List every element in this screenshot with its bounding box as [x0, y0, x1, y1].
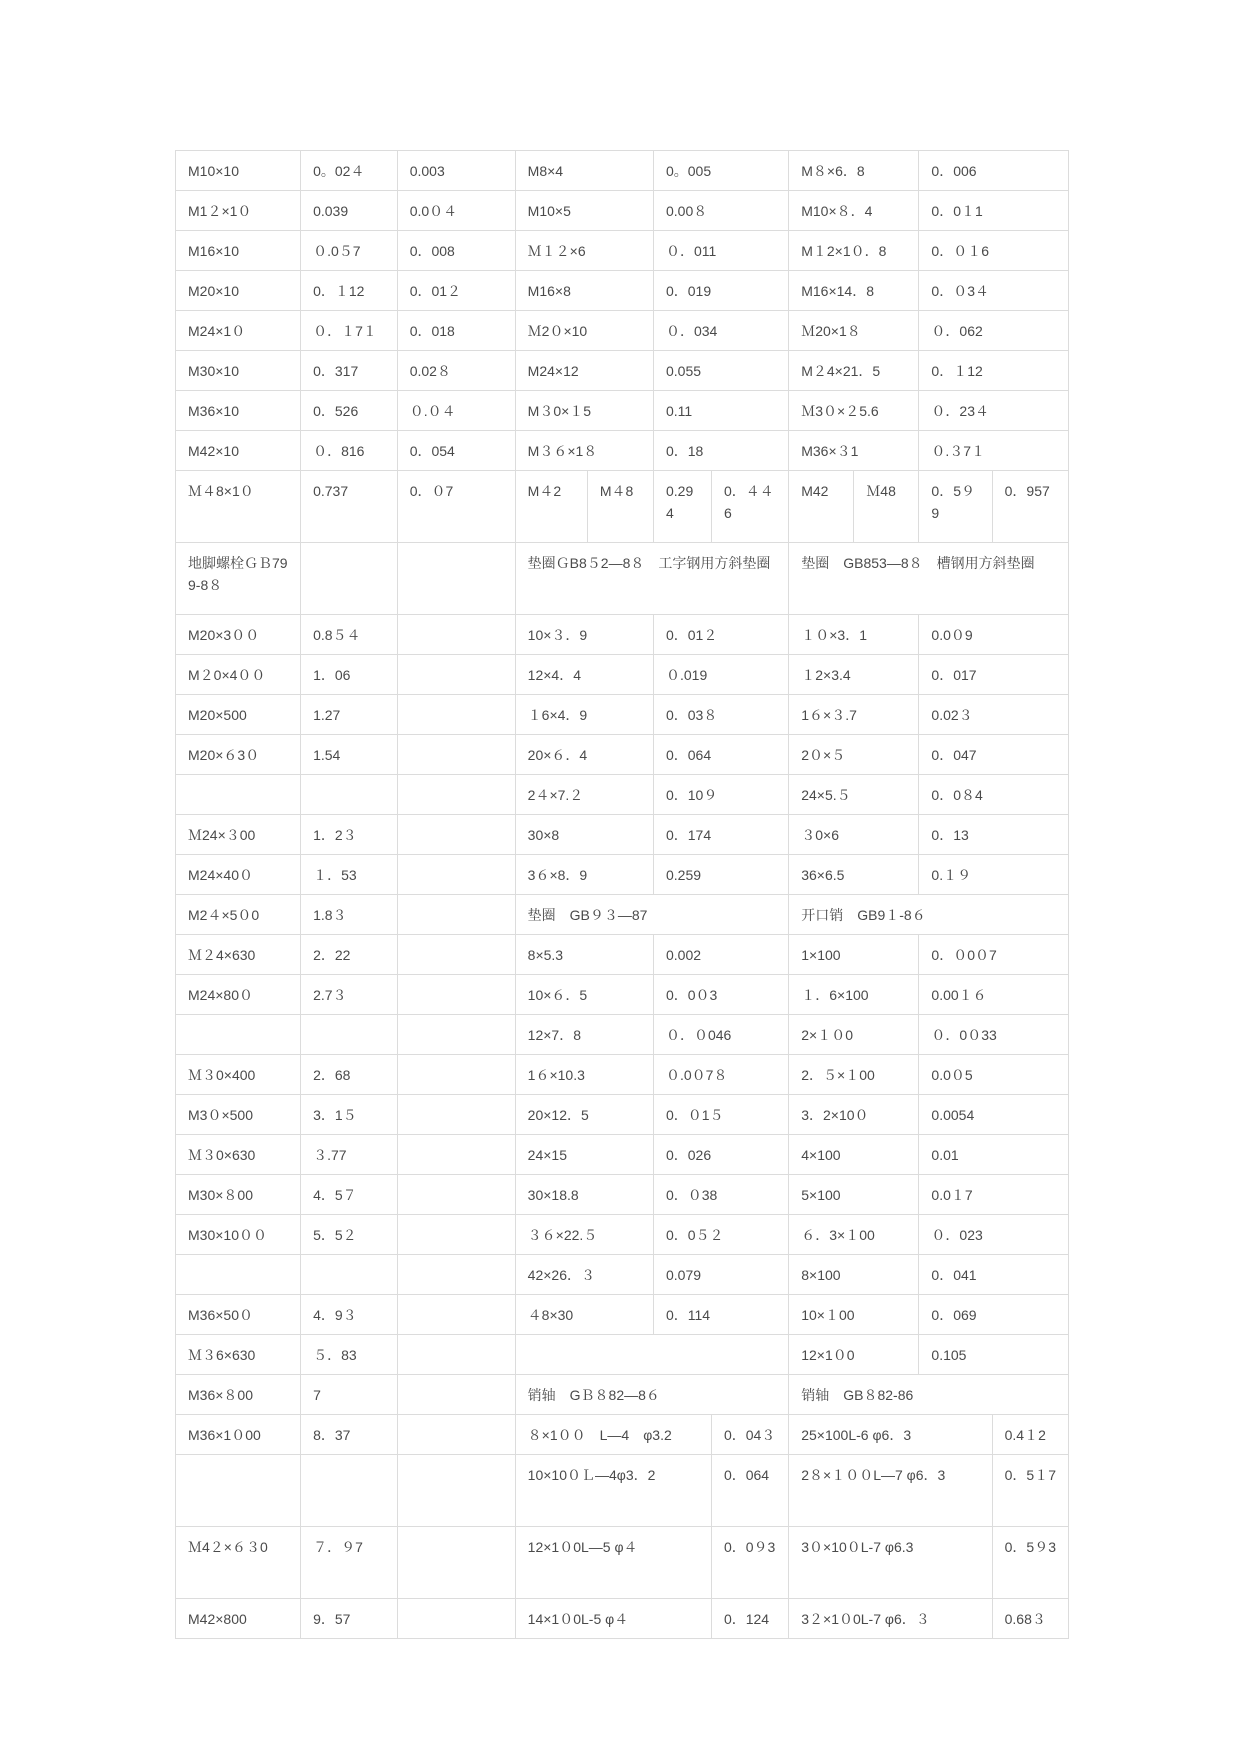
table-cell: M8×4 — [515, 151, 653, 191]
table-cell: 1×100 — [789, 935, 919, 975]
section-header-cell: 垫圈 GB９３—87 — [515, 895, 789, 935]
table-cell: １０×3．1 — [789, 615, 919, 655]
table-cell: 0.039 — [301, 191, 398, 231]
table-cell: 0．041 — [919, 1255, 1069, 1295]
table-cell: ０.0５7 — [301, 231, 398, 271]
table-row — [176, 1215, 1069, 1255]
table-cell: 0.003 — [397, 151, 515, 191]
table-cell: 0.0054 — [919, 1095, 1069, 1135]
table-row — [176, 895, 1069, 935]
table-cell — [397, 1095, 515, 1135]
table-cell: ０.0０7８ — [653, 1055, 788, 1095]
table-cell: 2０×５ — [789, 735, 919, 775]
table-cell — [397, 655, 515, 695]
table-cell: 0．957 — [992, 471, 1068, 543]
table-row — [176, 855, 1069, 895]
table-cell: 0．069 — [919, 1295, 1069, 1335]
table-cell: 0．１12 — [919, 351, 1069, 391]
table-cell: 0．0８4 — [919, 775, 1069, 815]
table-cell: ０．062 — [919, 311, 1069, 351]
table-cell: 12×4．4 — [515, 655, 653, 695]
table-cell: Ｍ４8×1０ — [176, 471, 301, 543]
table-cell: 0。02４ — [301, 151, 398, 191]
table-cell: 0．０1５ — [653, 1095, 788, 1135]
table-cell — [397, 935, 515, 975]
table-cell — [397, 543, 515, 615]
table-cell: １6×4．9 — [515, 695, 653, 735]
table-cell: Ｍ20×1８ — [789, 311, 919, 351]
table-cell: 1６×10.3 — [515, 1055, 653, 1095]
table-cell: 0．5９3 — [992, 1527, 1068, 1599]
table-row — [176, 815, 1069, 855]
table-cell: 30×18.8 — [515, 1175, 653, 1215]
table-cell: 0．０7 — [397, 471, 515, 543]
table-cell: M16×10 — [176, 231, 301, 271]
table-cell — [301, 543, 398, 615]
table-cell: ０.019 — [653, 655, 788, 695]
table-cell: 0.002 — [653, 935, 788, 975]
table-cell: ４8×30 — [515, 1295, 653, 1335]
table-cell: M36×1０00 — [176, 1415, 301, 1455]
table-cell: 0．124 — [711, 1599, 788, 1639]
table-cell: 10×３．9 — [515, 615, 653, 655]
table-cell: 12×7．8 — [515, 1015, 653, 1055]
table-cell: 1６×３.7 — [789, 695, 919, 735]
table-cell: 0．10９ — [653, 775, 788, 815]
table-cell: ７．９7 — [301, 1527, 398, 1599]
table-cell: 0.11 — [653, 391, 788, 431]
table-cell — [397, 1255, 515, 1295]
table-row — [176, 543, 1069, 615]
table-cell — [301, 1015, 398, 1055]
table-cell: ３.77 — [301, 1135, 398, 1175]
section-header-cell: 垫圈 GB853—8８ 槽钢用方斜垫圈 — [789, 543, 1069, 615]
table-cell: 0．０38 — [653, 1175, 788, 1215]
table-cell: 0.105 — [919, 1335, 1069, 1375]
table-cell: 0.02８ — [397, 351, 515, 391]
table-cell: 1.8３ — [301, 895, 398, 935]
table-cell: 0．019 — [653, 271, 788, 311]
table-cell: 0．064 — [711, 1455, 788, 1527]
table-cell — [397, 895, 515, 935]
table-cell: 0.0０４ — [397, 191, 515, 231]
table-cell — [397, 1295, 515, 1335]
table-cell — [176, 775, 301, 815]
table-cell: ０．011 — [653, 231, 788, 271]
table-cell: 0．017 — [919, 655, 1069, 695]
table-row — [176, 1015, 1069, 1055]
table-cell: ０．816 — [301, 431, 398, 471]
table-cell: 1.27 — [301, 695, 398, 735]
table-cell: 7 — [301, 1375, 398, 1415]
section-header-cell: 地脚螺栓ＧＢ799-8８ — [176, 543, 301, 615]
table-cell: M１2×1０．8 — [789, 231, 919, 271]
table-cell: 0．047 — [919, 735, 1069, 775]
table-cell — [176, 1255, 301, 1295]
table-cell: 8．37 — [301, 1415, 398, 1455]
table-cell: 0．0１1 — [919, 191, 1069, 231]
table-cell: 42×26．３ — [515, 1255, 653, 1295]
table-row — [176, 695, 1069, 735]
table-cell: 0．04３ — [711, 1415, 788, 1455]
table-cell: 3．2×10０ — [789, 1095, 919, 1135]
table-cell — [301, 1255, 398, 1295]
table-cell: 12×1０0 — [789, 1335, 919, 1375]
table-cell: Ｍ48 — [854, 471, 919, 543]
table-cell: 0．０0０7 — [919, 935, 1069, 975]
table-row — [176, 351, 1069, 391]
table-cell: M36×50０ — [176, 1295, 301, 1335]
table-row — [176, 1599, 1069, 1639]
table-cell: 4．9３ — [301, 1295, 398, 1335]
table-cell: 0.00８ — [653, 191, 788, 231]
table-cell: M３0×１5 — [515, 391, 653, 431]
table-cell — [515, 1335, 789, 1375]
table-cell: 0．03８ — [653, 695, 788, 735]
table-cell: 25×100L-6 φ6．3 — [789, 1415, 992, 1455]
table-cell: M16×14．8 — [789, 271, 919, 311]
table-cell: 0.68３ — [992, 1599, 1068, 1639]
table-cell — [397, 855, 515, 895]
table-row — [176, 191, 1069, 231]
table-cell: M20×６3０ — [176, 735, 301, 775]
table-row — [176, 471, 1069, 543]
table-cell: 36×6.5 — [789, 855, 919, 895]
table-cell: ０.０４ — [397, 391, 515, 431]
table-cell: Ｍ３0×400 — [176, 1055, 301, 1095]
table-cell: 3２×1０0L-7 φ6．３ — [789, 1599, 992, 1639]
table-cell — [397, 1015, 515, 1055]
table-cell: 2×１０0 — [789, 1015, 919, 1055]
table-cell: 0。005 — [653, 151, 788, 191]
table-cell: 0．006 — [919, 151, 1069, 191]
table-cell — [397, 975, 515, 1015]
table-row — [176, 975, 1069, 1015]
table-cell: 0.4１2 — [992, 1415, 1068, 1455]
table-cell: ０.３7１ — [919, 431, 1069, 471]
table-cell — [397, 1055, 515, 1095]
table-cell: M20×10 — [176, 271, 301, 311]
table-row — [176, 1095, 1069, 1135]
table-cell — [301, 775, 398, 815]
table-cell: ３６×22.５ — [515, 1215, 653, 1255]
table-cell: 10×１00 — [789, 1295, 919, 1335]
table-cell: 2．５×１00 — [789, 1055, 919, 1095]
table-cell: 8×5.3 — [515, 935, 653, 975]
table-row — [176, 1295, 1069, 1335]
table-cell: ０．23４ — [919, 391, 1069, 431]
table-cell: 0.0１7 — [919, 1175, 1069, 1215]
table-cell: 2４×7.２ — [515, 775, 653, 815]
table-cell — [397, 815, 515, 855]
table-cell: 0．0０3 — [653, 975, 788, 1015]
table-cell: 5．5２ — [301, 1215, 398, 1255]
table-cell: 0．114 — [653, 1295, 788, 1335]
table-cell: M36×３1 — [789, 431, 919, 471]
table-cell: 0．0５２ — [653, 1215, 788, 1255]
table-cell — [397, 1455, 515, 1527]
table-cell: 8×100 — [789, 1255, 919, 1295]
table-cell: M42×10 — [176, 431, 301, 471]
table-cell: Ｍ１２×6 — [515, 231, 653, 271]
table-cell — [397, 1175, 515, 1215]
table-cell: M30×10 — [176, 351, 301, 391]
table-row — [176, 391, 1069, 431]
table-cell: 0．174 — [653, 815, 788, 855]
table-row — [176, 1335, 1069, 1375]
table-cell: 0.0０9 — [919, 615, 1069, 655]
table-cell — [176, 1455, 301, 1527]
table-cell: M16×8 — [515, 271, 653, 311]
table-row — [176, 151, 1069, 191]
table-cell: 1．2３ — [301, 815, 398, 855]
table-cell: M20×3００ — [176, 615, 301, 655]
table-cell: 2８×１００L—7 φ6．3 — [789, 1455, 992, 1527]
table-cell: 1.54 — [301, 735, 398, 775]
table-cell — [397, 1335, 515, 1375]
table-cell: 0.１９ — [919, 855, 1069, 895]
table-row — [176, 1527, 1069, 1599]
table-cell: 0．０3４ — [919, 271, 1069, 311]
table-cell: 0.01 — [919, 1135, 1069, 1175]
table-cell: 0．008 — [397, 231, 515, 271]
table-cell: M1２×1０ — [176, 191, 301, 231]
table-cell: 0.02３ — [919, 695, 1069, 735]
table-cell: 14×1０0L-5 φ４ — [515, 1599, 711, 1639]
section-header-cell: 开口销 GB9１-8６ — [789, 895, 1069, 935]
table-cell: 0．13 — [919, 815, 1069, 855]
table-cell: Ｍ24×３00 — [176, 815, 301, 855]
table-cell: M10×10 — [176, 151, 301, 191]
table-cell: 0．0９3 — [711, 1527, 788, 1599]
table-cell: M24×12 — [515, 351, 653, 391]
table-cell: 0．5１7 — [992, 1455, 1068, 1527]
table-cell: 0.0０5 — [919, 1055, 1069, 1095]
table-cell: M４8 — [587, 471, 653, 543]
table-row — [176, 735, 1069, 775]
table-cell: 0.294 — [653, 471, 711, 543]
table-cell: 30×8 — [515, 815, 653, 855]
table-cell: 20×12．5 — [515, 1095, 653, 1135]
table-cell: Ｍ3０×２5.6 — [789, 391, 919, 431]
table-row — [176, 1455, 1069, 1527]
table-cell: 0．018 — [397, 311, 515, 351]
table-cell: 3．1５ — [301, 1095, 398, 1135]
table-cell: M36×８00 — [176, 1375, 301, 1415]
table-cell: １2×3.4 — [789, 655, 919, 695]
table-cell: Ｍ３6×630 — [176, 1335, 301, 1375]
table-cell: 0．5９9 — [919, 471, 992, 543]
table-cell — [397, 775, 515, 815]
table-row — [176, 615, 1069, 655]
table-cell: M42×800 — [176, 1599, 301, 1639]
table-cell: 2．68 — [301, 1055, 398, 1095]
table-cell: ０．034 — [653, 311, 788, 351]
table-cell: 4×100 — [789, 1135, 919, 1175]
table-cell: 12×1０0L—5 φ４ — [515, 1527, 711, 1599]
table-cell: M２4×21．5 — [789, 351, 919, 391]
table-cell — [397, 1215, 515, 1255]
table-cell: M10×5 — [515, 191, 653, 231]
section-header-cell: 销轴 GＢ８82—8６ — [515, 1375, 789, 1415]
table-cell: １．53 — [301, 855, 398, 895]
table-cell: 0．１12 — [301, 271, 398, 311]
table-cell: 0．４４6 — [711, 471, 788, 543]
table-cell — [301, 1455, 398, 1527]
table-cell — [176, 1015, 301, 1055]
table-cell: ８×1００ L—4 φ3.2 — [515, 1415, 711, 1455]
table-row — [176, 1175, 1069, 1215]
table-cell: M10×８．4 — [789, 191, 919, 231]
table-row — [176, 311, 1069, 351]
table-cell: ５．83 — [301, 1335, 398, 1375]
table-cell: 0．０１6 — [919, 231, 1069, 271]
table-cell: 0.00１６ — [919, 975, 1069, 1015]
table-cell: 0.8５４ — [301, 615, 398, 655]
table-cell: 20×６．4 — [515, 735, 653, 775]
table-cell: 0．026 — [653, 1135, 788, 1175]
table-cell — [397, 735, 515, 775]
section-header-cell: 垫圈ＧB8５2—8８ 工字钢用方斜垫圈 — [515, 543, 789, 615]
table-cell: 3６×8．9 — [515, 855, 653, 895]
table-cell: M24×1０ — [176, 311, 301, 351]
table-cell: ０．023 — [919, 1215, 1069, 1255]
table-cell: 5×100 — [789, 1175, 919, 1215]
table-cell — [397, 615, 515, 655]
table-cell: M36×10 — [176, 391, 301, 431]
table-cell: 0．526 — [301, 391, 398, 431]
table-cell: 1．06 — [301, 655, 398, 695]
table-cell: 0．18 — [653, 431, 788, 471]
table-cell: 0．054 — [397, 431, 515, 471]
table-cell: 24×15 — [515, 1135, 653, 1175]
table-cell: 0.055 — [653, 351, 788, 391]
table-row — [176, 1255, 1069, 1295]
table-cell: 2.7３ — [301, 975, 398, 1015]
table-cell: 24×5.５ — [789, 775, 919, 815]
table-cell: ６．3×１00 — [789, 1215, 919, 1255]
table-cell — [397, 1527, 515, 1599]
table-row — [176, 935, 1069, 975]
table-cell: M３６×1８ — [515, 431, 653, 471]
table-cell: M30×10００ — [176, 1215, 301, 1255]
table-cell: M3０×500 — [176, 1095, 301, 1135]
table-row — [176, 431, 1069, 471]
table-cell: 10×10０Ｌ—4φ3．2 — [515, 1455, 711, 1527]
table-cell: 0．01２ — [653, 615, 788, 655]
table-cell: 2．22 — [301, 935, 398, 975]
table-cell: １．6×100 — [789, 975, 919, 1015]
table-row — [176, 655, 1069, 695]
table-cell: M24×40０ — [176, 855, 301, 895]
table-cell — [397, 695, 515, 735]
table-cell: ０．０046 — [653, 1015, 788, 1055]
table-cell: M２0×4００ — [176, 655, 301, 695]
table-row — [176, 1375, 1069, 1415]
table-cell — [397, 1375, 515, 1415]
section-header-cell: 销轴 GB８82-86 — [789, 1375, 1069, 1415]
table-row — [176, 1415, 1069, 1455]
table-row — [176, 775, 1069, 815]
table-cell — [397, 1599, 515, 1639]
table-cell: M30×８00 — [176, 1175, 301, 1215]
table-cell: Ｍ３0×630 — [176, 1135, 301, 1175]
table-row — [176, 231, 1069, 271]
table-cell: M４2 — [515, 471, 587, 543]
table-cell: Ｍ2０×10 — [515, 311, 653, 351]
weight-table — [175, 150, 1069, 1639]
table-row — [176, 1055, 1069, 1095]
table-cell: 0．064 — [653, 735, 788, 775]
table-cell: ３0×6 — [789, 815, 919, 855]
table-cell: Ｍ２4×630 — [176, 935, 301, 975]
table-cell: ０．１7１ — [301, 311, 398, 351]
table-cell: 4．5７ — [301, 1175, 398, 1215]
table-cell: M20×500 — [176, 695, 301, 735]
table-row — [176, 1135, 1069, 1175]
table-cell: M42 — [789, 471, 854, 543]
table-cell: 0.259 — [653, 855, 788, 895]
table-cell: 0.737 — [301, 471, 398, 543]
table-cell — [397, 1135, 515, 1175]
table-cell: M2４×5０0 — [176, 895, 301, 935]
table-cell: Ｍ4２×６３0 — [176, 1527, 301, 1599]
table-cell — [397, 1415, 515, 1455]
table-cell: M８×6．8 — [789, 151, 919, 191]
table-cell: ０．0０33 — [919, 1015, 1069, 1055]
table-cell: 10×６．5 — [515, 975, 653, 1015]
table-cell: M24×80０ — [176, 975, 301, 1015]
table-cell: 3０×10０L-7 φ6.3 — [789, 1527, 992, 1599]
table-cell: 0.079 — [653, 1255, 788, 1295]
table-row — [176, 271, 1069, 311]
table-cell: 0．317 — [301, 351, 398, 391]
table-cell: 0．01２ — [397, 271, 515, 311]
table-cell: 9．57 — [301, 1599, 398, 1639]
